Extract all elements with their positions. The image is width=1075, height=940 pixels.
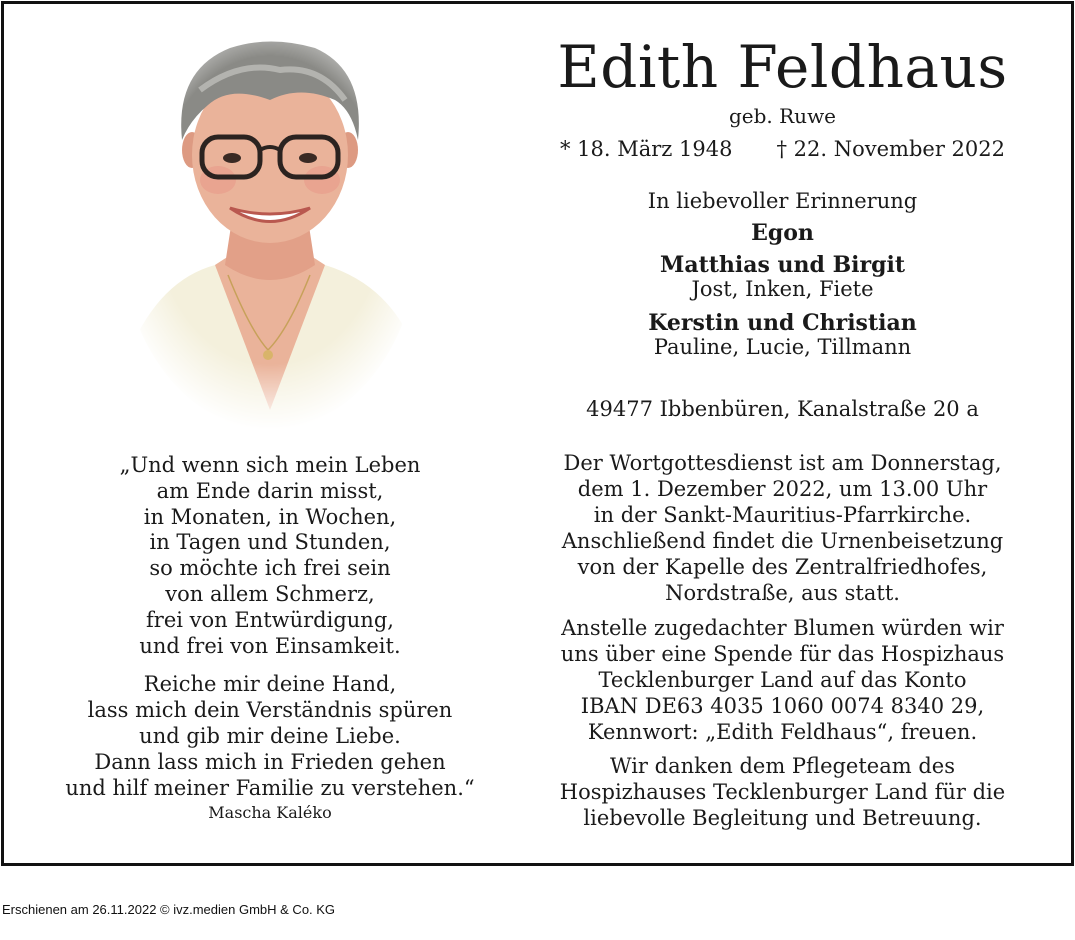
donation-line: uns über eine Spende für das Hospizhaus xyxy=(560,642,1005,666)
service-line: Nordstraße, aus statt. xyxy=(665,581,900,605)
poem-line: in Tagen und Stunden, xyxy=(149,530,391,555)
address xyxy=(540,396,1025,422)
birth-name: geb. Ruwe xyxy=(728,104,837,128)
portrait-photo xyxy=(120,30,420,430)
poem-line: in Monaten, in Wochen, xyxy=(143,504,397,529)
thanks-line: Hospizhauses Tecklenburger Land für die xyxy=(559,780,1006,804)
poem-line: Reiche mir deine Hand, xyxy=(143,672,397,697)
service-line: in der Sankt-Mauritius-Pfarrkirche. xyxy=(593,503,972,527)
death-date: † 22. November 2022 xyxy=(776,137,1005,161)
donation-line: IBAN DE63 4035 1060 0074 8340 29, xyxy=(580,694,985,718)
poem-line: so möchte ich frei sein xyxy=(149,556,391,581)
thanks-line: Wir danken dem Pflegeteam des xyxy=(609,754,955,778)
donation-line: Kennwort: „Edith Feldhaus“, freuen. xyxy=(587,720,978,744)
thanks-info xyxy=(540,753,1025,831)
poem-line: lass mich dein Verständnis spüren xyxy=(87,698,453,723)
mourner-family-1-children: Jost, Inken, Fiete xyxy=(691,277,874,301)
poem xyxy=(40,453,500,824)
service-line: dem 1. Dezember 2022, um 13.00 Uhr xyxy=(577,477,988,501)
mourners-block xyxy=(540,188,1025,360)
donation-line: Tecklenburger Land auf das Konto xyxy=(598,668,967,692)
mourner-spouse: Egon xyxy=(751,220,814,246)
birth-date: * 18. März 1948 xyxy=(560,137,733,161)
address-line: 49477 Ibbenbüren, Kanalstraße 20 a xyxy=(586,397,979,421)
mourner-family-2: Kerstin und Christian xyxy=(648,310,917,336)
poem-line: „Und wenn sich mein Leben xyxy=(119,453,421,477)
deceased-name: Edith Feldhaus xyxy=(557,33,1008,101)
mourners-intro: In liebevoller Erinnerung xyxy=(647,189,918,213)
mourner-family-1: Matthias und Birgit xyxy=(659,252,906,278)
service-line: von der Kapelle des Zentralfriedhofes, xyxy=(577,555,988,579)
donation-info xyxy=(540,615,1025,745)
thanks-line: liebevolle Begleitung und Betreuung. xyxy=(583,806,982,830)
poem-line: am Ende darin misst, xyxy=(156,478,384,503)
poem-stanza-1 xyxy=(40,453,500,659)
poem-line: Dann lass mich in Frieden gehen xyxy=(94,749,446,774)
service-line: Der Wortgottesdienst ist am Donnerstag, xyxy=(563,451,1002,475)
poem-line: und frei von Einsamkeit. xyxy=(139,633,401,658)
service-line: Anschließend findet die Urnenbeisetzung xyxy=(561,529,1004,553)
donation-line: Anstelle zugedachter Blumen würden wir xyxy=(561,616,1004,640)
poem-line: von allem Schmerz, xyxy=(165,581,375,606)
poem-line: und hilf meiner Familie zu verstehen.“ xyxy=(65,775,475,800)
poem-line: frei von Entwürdigung, xyxy=(146,607,394,632)
publication-footer: Erschienen am 26.11.2022 © ivz.medien GmbH & Co. KG xyxy=(2,902,336,917)
poem-line: und gib mir deine Liebe. xyxy=(139,723,401,748)
poem-stanza-2 xyxy=(40,672,500,801)
mourner-family-2-children: Pauline, Lucie, Tillmann xyxy=(653,335,912,359)
service-info xyxy=(540,450,1025,606)
poem-author: Mascha Kaléko xyxy=(208,803,332,823)
